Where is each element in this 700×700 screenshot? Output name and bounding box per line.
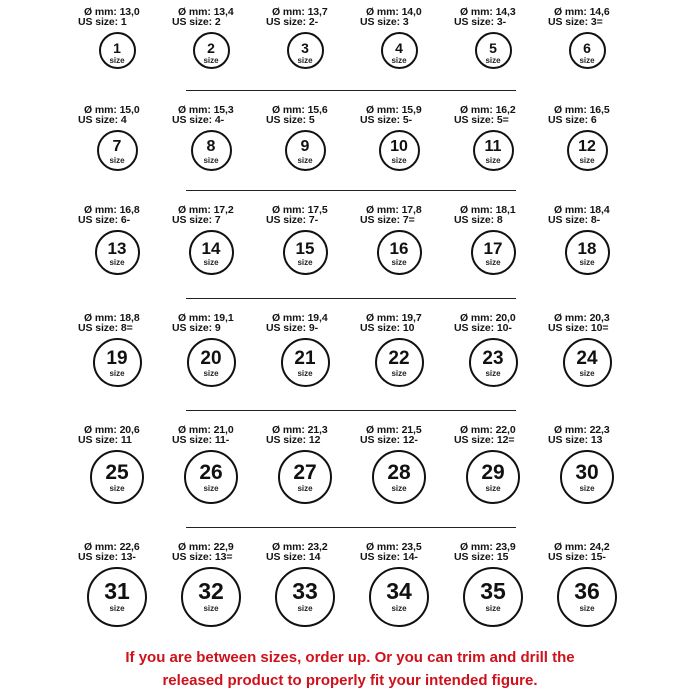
ring-size-number: 13 xyxy=(107,239,127,258)
ring-circle xyxy=(473,130,514,171)
ring-spec xyxy=(548,206,644,225)
ring-spec xyxy=(266,8,362,27)
ring-spec xyxy=(360,206,456,225)
us-size: US size: 10 xyxy=(360,321,415,334)
us-size: US size: 15 xyxy=(454,550,509,563)
ring-size-36 xyxy=(548,543,644,631)
us-size: US size: 2- xyxy=(266,15,318,28)
ring-spec xyxy=(454,314,550,333)
ring-size-3 xyxy=(266,8,362,73)
ring-size-number: 32 xyxy=(198,578,224,604)
diameter-mm: Ø mm: 22,9 xyxy=(178,541,234,553)
diameter-mm: Ø mm: 22,6 xyxy=(84,541,140,553)
us-size: US size: 13= xyxy=(172,550,233,563)
diameter-mm: Ø mm: 17,5 xyxy=(272,204,328,216)
us-size: US size: 2 xyxy=(172,15,221,28)
us-size: US size: 5- xyxy=(360,113,412,126)
row-divider xyxy=(186,527,516,528)
us-size: US size: 5 xyxy=(266,113,315,126)
ring-size-16 xyxy=(360,206,456,279)
us-size: US size: 3- xyxy=(454,15,506,28)
ring-spec xyxy=(266,314,362,333)
ring-spec xyxy=(454,543,550,562)
ring-size-number: 18 xyxy=(577,239,597,258)
ring-size-number: 9 xyxy=(300,138,310,155)
diameter-mm: Ø mm: 23,9 xyxy=(460,541,516,553)
ring-circle xyxy=(567,130,608,171)
ring-size-6 xyxy=(548,8,644,73)
ring-size-5 xyxy=(454,8,550,73)
diameter-mm: Ø mm: 19,4 xyxy=(272,312,328,324)
diameter-mm: Ø mm: 16,8 xyxy=(84,204,140,216)
ring-size-17 xyxy=(454,206,550,279)
ring-size-number: 16 xyxy=(389,239,409,258)
ring-size-label: size xyxy=(297,484,313,493)
sizing-advice xyxy=(0,646,700,692)
ring-circle xyxy=(471,230,516,275)
us-size: US size: 7- xyxy=(266,213,318,226)
us-size: US size: 1 xyxy=(78,15,127,28)
ring-size-number: 34 xyxy=(386,578,412,604)
ring-size-18 xyxy=(548,206,644,279)
ring-size-label: size xyxy=(485,156,501,165)
diameter-mm: Ø mm: 24,2 xyxy=(554,541,610,553)
us-size: US size: 8 xyxy=(454,213,503,226)
row-divider xyxy=(186,90,516,91)
ring-spec xyxy=(548,106,644,125)
diameter-mm: Ø mm: 20,3 xyxy=(554,312,610,324)
us-size: US size: 4- xyxy=(172,113,224,126)
ring-size-number: 17 xyxy=(483,239,503,258)
ring-spec xyxy=(454,8,550,27)
ring-size-35 xyxy=(454,543,550,631)
row-divider xyxy=(186,410,516,411)
ring-size-label: size xyxy=(203,56,219,65)
ring-size-27 xyxy=(266,426,362,508)
ring-spec xyxy=(360,426,456,445)
ring-size-12 xyxy=(548,106,644,175)
ring-circle xyxy=(87,567,147,627)
ring-size-label: size xyxy=(203,369,219,378)
ring-size-30 xyxy=(548,426,644,508)
ring-size-label: size xyxy=(485,484,501,493)
ring-size-number: 28 xyxy=(387,461,411,484)
ring-spec xyxy=(266,543,362,562)
ring-size-label: size xyxy=(297,258,313,267)
ring-size-label: size xyxy=(109,56,125,65)
ring-size-label: size xyxy=(297,369,313,378)
diameter-mm: Ø mm: 21,5 xyxy=(366,424,422,436)
diameter-mm: Ø mm: 14,3 xyxy=(460,6,516,18)
us-size: US size: 6 xyxy=(548,113,597,126)
ring-size-22 xyxy=(360,314,456,391)
us-size: US size: 8= xyxy=(78,321,133,334)
ring-size-number: 24 xyxy=(576,348,598,369)
ring-size-label: size xyxy=(579,258,595,267)
us-size: US size: 14 xyxy=(266,550,321,563)
diameter-mm: Ø mm: 19,7 xyxy=(366,312,422,324)
ring-circle xyxy=(563,338,612,387)
ring-size-32 xyxy=(172,543,268,631)
ring-size-2 xyxy=(172,8,268,73)
ring-spec xyxy=(172,314,268,333)
diameter-mm: Ø mm: 16,5 xyxy=(554,104,610,116)
ring-size-label: size xyxy=(203,258,219,267)
diameter-mm: Ø mm: 22,0 xyxy=(460,424,516,436)
ring-size-34 xyxy=(360,543,456,631)
ring-circle xyxy=(285,130,326,171)
diameter-mm: Ø mm: 17,2 xyxy=(178,204,234,216)
ring-size-11 xyxy=(454,106,550,175)
ring-size-number: 23 xyxy=(482,348,504,369)
ring-size-number: 5 xyxy=(489,40,497,56)
ring-size-number: 11 xyxy=(484,138,502,155)
ring-circle xyxy=(372,450,426,504)
row-divider xyxy=(186,190,516,191)
ring-size-number: 31 xyxy=(104,578,130,604)
diameter-mm: Ø mm: 15,9 xyxy=(366,104,422,116)
ring-size-8 xyxy=(172,106,268,175)
ring-size-number: 22 xyxy=(388,348,410,369)
ring-spec xyxy=(360,543,456,562)
us-size: US size: 13 xyxy=(548,433,603,446)
ring-size-label: size xyxy=(579,604,595,613)
diameter-mm: Ø mm: 14,6 xyxy=(554,6,610,18)
ring-size-1 xyxy=(78,8,174,73)
us-size: US size: 12- xyxy=(360,433,418,446)
ring-size-number: 4 xyxy=(395,40,403,56)
ring-size-label: size xyxy=(203,604,219,613)
row-divider xyxy=(186,298,516,299)
us-size: US size: 10= xyxy=(548,321,609,334)
diameter-mm: Ø mm: 13,0 xyxy=(84,6,140,18)
ring-size-number: 7 xyxy=(112,138,122,155)
diameter-mm: Ø mm: 22,3 xyxy=(554,424,610,436)
diameter-mm: Ø mm: 13,4 xyxy=(178,6,234,18)
ring-size-label: size xyxy=(297,56,313,65)
ring-spec xyxy=(78,426,174,445)
ring-size-label: size xyxy=(485,56,501,65)
ring-spec xyxy=(172,206,268,225)
ring-size-number: 21 xyxy=(294,348,316,369)
ring-size-label: size xyxy=(203,156,219,165)
ring-size-label: size xyxy=(203,484,219,493)
ring-circle xyxy=(99,32,136,69)
ring-size-label: size xyxy=(109,258,125,267)
ring-size-21 xyxy=(266,314,362,391)
diameter-mm: Ø mm: 20,6 xyxy=(84,424,140,436)
us-size: US size: 3= xyxy=(548,15,603,28)
ring-size-label: size xyxy=(391,604,407,613)
ring-size-24 xyxy=(548,314,644,391)
ring-size-label: size xyxy=(485,369,501,378)
ring-spec xyxy=(360,106,456,125)
ring-spec xyxy=(548,314,644,333)
ring-circle xyxy=(469,338,518,387)
diameter-mm: Ø mm: 23,2 xyxy=(272,541,328,553)
ring-size-number: 6 xyxy=(583,40,591,56)
diameter-mm: Ø mm: 23,5 xyxy=(366,541,422,553)
ring-size-number: 1 xyxy=(113,40,121,56)
ring-size-label: size xyxy=(109,604,125,613)
ring-circle xyxy=(283,230,328,275)
ring-spec xyxy=(172,543,268,562)
us-size: US size: 7= xyxy=(360,213,415,226)
us-size: US size: 5= xyxy=(454,113,509,126)
ring-size-23 xyxy=(454,314,550,391)
ring-size-label: size xyxy=(391,369,407,378)
diameter-mm: Ø mm: 18,4 xyxy=(554,204,610,216)
diameter-mm: Ø mm: 21,3 xyxy=(272,424,328,436)
ring-size-26 xyxy=(172,426,268,508)
us-size: US size: 14- xyxy=(360,550,418,563)
diameter-mm: Ø mm: 15,0 xyxy=(84,104,140,116)
ring-size-label: size xyxy=(109,156,125,165)
diameter-mm: Ø mm: 14,0 xyxy=(366,6,422,18)
us-size: US size: 10- xyxy=(454,321,512,334)
ring-spec xyxy=(360,314,456,333)
ring-circle xyxy=(463,567,523,627)
us-size: US size: 3 xyxy=(360,15,409,28)
ring-circle xyxy=(278,450,332,504)
ring-spec xyxy=(78,8,174,27)
ring-size-label: size xyxy=(485,604,501,613)
ring-circle xyxy=(375,338,424,387)
ring-circle xyxy=(466,450,520,504)
ring-size-label: size xyxy=(391,258,407,267)
ring-size-number: 15 xyxy=(295,239,315,258)
ring-spec xyxy=(266,206,362,225)
ring-circle xyxy=(475,32,512,69)
ring-circle xyxy=(97,130,138,171)
ring-size-9 xyxy=(266,106,362,175)
ring-size-number: 2 xyxy=(207,40,215,56)
us-size: US size: 11- xyxy=(172,433,230,446)
diameter-mm: Ø mm: 19,1 xyxy=(178,312,234,324)
us-size: US size: 9- xyxy=(266,321,318,334)
ring-size-10 xyxy=(360,106,456,175)
ring-circle xyxy=(90,450,144,504)
ring-spec xyxy=(172,426,268,445)
ring-spec xyxy=(78,206,174,225)
ring-size-20 xyxy=(172,314,268,391)
ring-size-number: 33 xyxy=(292,578,318,604)
us-size: US size: 12= xyxy=(454,433,515,446)
ring-size-13 xyxy=(78,206,174,279)
sizing-advice-line-2: released product to properly fit your intended figure. xyxy=(162,672,538,689)
ring-size-number: 3 xyxy=(301,40,309,56)
ring-size-28 xyxy=(360,426,456,508)
ring-circle xyxy=(369,567,429,627)
us-size: US size: 13- xyxy=(78,550,136,563)
ring-circle xyxy=(181,567,241,627)
ring-circle xyxy=(184,450,238,504)
ring-size-15 xyxy=(266,206,362,279)
us-size: US size: 12 xyxy=(266,433,321,446)
ring-spec xyxy=(548,426,644,445)
ring-size-label: size xyxy=(391,484,407,493)
ring-circle xyxy=(191,130,232,171)
us-size: US size: 7 xyxy=(172,213,221,226)
ring-size-19 xyxy=(78,314,174,391)
us-size: US size: 6- xyxy=(78,213,130,226)
ring-spec xyxy=(454,206,550,225)
diameter-mm: Ø mm: 18,8 xyxy=(84,312,140,324)
ring-circle xyxy=(565,230,610,275)
ring-size-31 xyxy=(78,543,174,631)
ring-size-number: 12 xyxy=(578,138,596,155)
ring-circle xyxy=(281,338,330,387)
ring-size-25 xyxy=(78,426,174,508)
ring-size-label: size xyxy=(297,156,313,165)
ring-size-label: size xyxy=(579,484,595,493)
ring-spec xyxy=(454,106,550,125)
ring-circle xyxy=(381,32,418,69)
ring-size-number: 26 xyxy=(199,461,223,484)
diameter-mm: Ø mm: 16,2 xyxy=(460,104,516,116)
ring-circle xyxy=(560,450,614,504)
ring-spec xyxy=(548,543,644,562)
ring-spec xyxy=(454,426,550,445)
ring-circle xyxy=(377,230,422,275)
ring-circle xyxy=(557,567,617,627)
ring-spec xyxy=(172,8,268,27)
ring-size-label: size xyxy=(109,484,125,493)
ring-size-label: size xyxy=(579,56,595,65)
us-size: US size: 9 xyxy=(172,321,221,334)
ring-size-label: size xyxy=(579,369,595,378)
ring-size-number: 25 xyxy=(105,461,129,484)
us-size: US size: 11 xyxy=(78,433,132,446)
ring-spec xyxy=(266,106,362,125)
diameter-mm: Ø mm: 15,6 xyxy=(272,104,328,116)
sizing-advice-line-1: If you are between sizes, order up. Or you can trim and drill the xyxy=(125,649,575,666)
ring-circle xyxy=(93,338,142,387)
ring-size-label: size xyxy=(391,56,407,65)
ring-size-number: 10 xyxy=(390,138,408,155)
ring-circle xyxy=(189,230,234,275)
us-size: US size: 15- xyxy=(548,550,606,563)
ring-spec xyxy=(78,543,174,562)
ring-spec xyxy=(548,8,644,27)
ring-size-4 xyxy=(360,8,456,73)
ring-size-number: 30 xyxy=(575,461,599,484)
ring-circle xyxy=(275,567,335,627)
ring-size-number: 8 xyxy=(206,138,216,155)
ring-size-number: 35 xyxy=(480,578,506,604)
diameter-mm: Ø mm: 17,8 xyxy=(366,204,422,216)
ring-circle xyxy=(569,32,606,69)
ring-circle xyxy=(95,230,140,275)
ring-spec xyxy=(78,106,174,125)
ring-size-label: size xyxy=(579,156,595,165)
diameter-mm: Ø mm: 15,3 xyxy=(178,104,234,116)
ring-size-29 xyxy=(454,426,550,508)
ring-size-label: size xyxy=(391,156,407,165)
diameter-mm: Ø mm: 20,0 xyxy=(460,312,516,324)
ring-circle xyxy=(187,338,236,387)
us-size: US size: 8- xyxy=(548,213,600,226)
ring-circle xyxy=(193,32,230,69)
ring-circle xyxy=(379,130,420,171)
ring-size-number: 19 xyxy=(106,348,128,369)
ring-spec xyxy=(172,106,268,125)
ring-size-label: size xyxy=(109,369,125,378)
ring-size-label: size xyxy=(485,258,501,267)
ring-size-14 xyxy=(172,206,268,279)
diameter-mm: Ø mm: 21,0 xyxy=(178,424,234,436)
ring-size-label: size xyxy=(297,604,313,613)
diameter-mm: Ø mm: 18,1 xyxy=(460,204,516,216)
ring-size-number: 20 xyxy=(200,348,222,369)
ring-size-7 xyxy=(78,106,174,175)
ring-size-number: 36 xyxy=(574,578,600,604)
ring-size-number: 14 xyxy=(201,239,221,258)
ring-spec xyxy=(360,8,456,27)
ring-size-number: 29 xyxy=(481,461,505,484)
ring-size-number: 27 xyxy=(293,461,317,484)
ring-size-33 xyxy=(266,543,362,631)
ring-spec xyxy=(78,314,174,333)
ring-spec xyxy=(266,426,362,445)
diameter-mm: Ø mm: 13,7 xyxy=(272,6,328,18)
ring-circle xyxy=(287,32,324,69)
us-size: US size: 4 xyxy=(78,113,127,126)
